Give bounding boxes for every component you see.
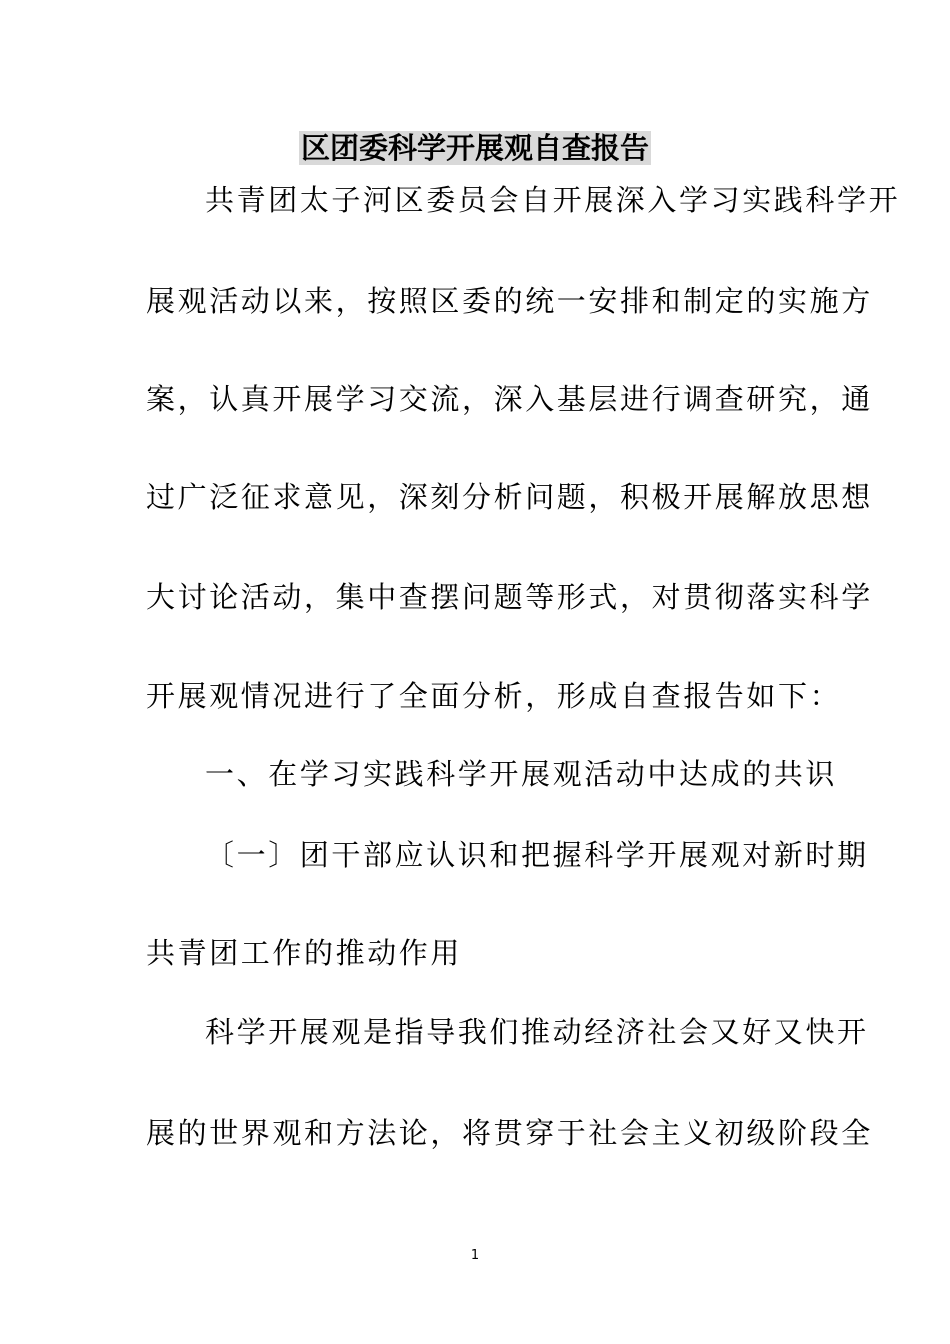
paragraph-line: 展观活动以来，按照区委的统一安排和制定的实施方 xyxy=(146,284,873,318)
paragraph-line: 大讨论活动，集中查摆问题等形式，对贯彻落实科学 xyxy=(146,580,873,614)
paragraph-line: 过广泛征求意见，深刻分析问题，积极开展解放思想 xyxy=(146,480,873,514)
subsection-heading: 〔一〕团干部应认识和把握科学开展观对新时期 xyxy=(205,838,869,872)
paragraph-line: 开展观情况进行了全面分析，形成自查报告如下： xyxy=(146,679,842,713)
section-heading: 一、在学习实践科学开展观活动中达成的共识 xyxy=(205,757,838,791)
document-title: 区团委科学开展观自查报告 xyxy=(300,131,649,165)
page-number: 1 xyxy=(470,1248,480,1263)
paragraph-line: 科学开展观是指导我们推动经济社会又好又快开 xyxy=(205,1015,869,1049)
subsection-heading-continued: 共青团工作的推动作用 xyxy=(146,936,463,970)
paragraph-line: 展的世界观和方法论，将贯穿于社会主义初级阶段全 xyxy=(146,1116,873,1150)
paragraph-line: 共青团太子河区委员会自开展深入学习实践科学开 xyxy=(205,183,901,217)
paragraph-line: 案，认真开展学习交流，深入基层进行调查研究，通 xyxy=(146,382,873,416)
